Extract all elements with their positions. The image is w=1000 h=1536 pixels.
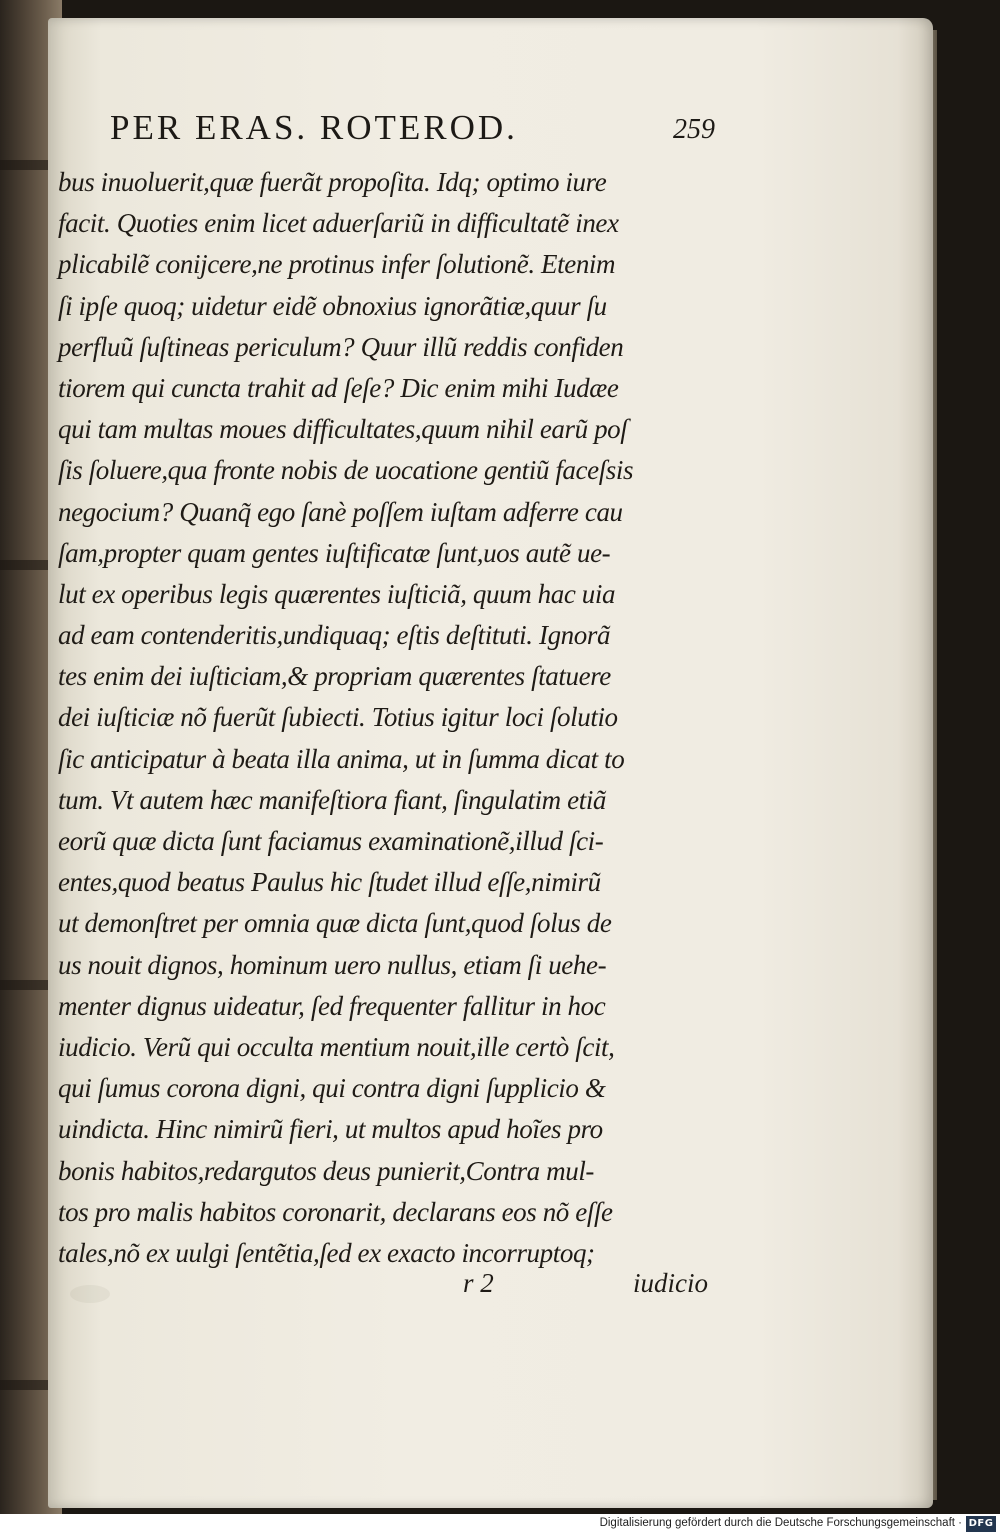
dfg-logo: DFG	[966, 1516, 996, 1532]
footer-bar	[0, 1514, 1000, 1536]
text-line: ſam,propter quam gentes iuſtificatæ ſunt,uos autẽ ue-	[58, 537, 611, 568]
text-line: lut ex operibus legis quærentes iuſticiã, quum hac uia	[58, 578, 616, 609]
text-line: ut demonſtret per omnia quæ dicta ſunt,quod ſolus de	[58, 908, 612, 939]
text-line: uindicta. Hinc nimirũ fieri, ut multos apud hoĩes pro	[58, 1114, 603, 1145]
funding-credit: Digitalisierung gefördert durch die Deutsche Forschungsgemeinschaft ·	[599, 1517, 962, 1529]
running-head: PER ERAS. ROTEROD.	[110, 108, 518, 147]
body-text	[58, 162, 708, 1274]
text-line: eorũ quæ dicta ſunt faciamus examinationẽ,illud ſci-	[58, 826, 604, 856]
folio-number: 259	[673, 114, 715, 145]
text-line: tiorem qui cuncta trahit ad ſeſe? Dic enim mihi Iudæe	[58, 372, 619, 403]
text-line: tum. Vt autem hæc manifeſtiora fiant, ſingulatim etiã	[58, 784, 607, 815]
text-line: bus inuoluerit,quæ fuerãt propoſita. Idq; optimo iure	[58, 167, 607, 197]
text-line: qui ſumus corona digni, qui contra digni ſupplicio &	[58, 1073, 606, 1104]
text-line: ſic anticipatur à beata illa anima, ut in ſumma dicat to	[58, 743, 625, 774]
text-line: facit. Quoties enim licet aduerſariũ in difficultatẽ inex	[58, 208, 619, 239]
text-line: negocium? Quanq̃ ego ſanè poſſem iuſtam adferre cau	[58, 496, 623, 527]
page-header	[60, 94, 715, 154]
text-line: qui tam multas moues difficultates,quum nihil earũ poſ	[58, 414, 628, 445]
catchword: iudicio	[633, 1268, 708, 1298]
text-line: ſis ſoluere,qua fronte nobis de uocatione gentiũ facеſsis	[58, 455, 634, 486]
text-line: bonis habitos,redargutos deus punierit,Contra mul-	[58, 1155, 595, 1186]
text-line: ſi ipſe quoq; uidetur eidẽ obnoxius ignorãtiæ,quur ſu	[58, 290, 607, 321]
signature-mark: r 2	[463, 1268, 494, 1298]
text-line: entes,quod beatus Paulus hic ſtudet illud eſſe,nimirũ	[58, 867, 601, 898]
text-line: tes enim dei iuſticiam,& propriam quærentes ſtatuere	[58, 661, 611, 692]
text-line: us nouit dignos, hominum uero nullus, etiam ſi uehe-	[58, 949, 607, 980]
text-line: tos pro malis habitos coronarit, declarans eos nõ eſſe	[58, 1196, 613, 1227]
text-line: tales,nõ ex uulgi ſentẽtia,ſed ex exacto incorruptoq;	[58, 1237, 595, 1268]
text-line: ad eam contenderitis,undiquaq; eſtis deſtituti. Ignorã	[58, 620, 611, 651]
text-line: menter dignus uideatur, ſed frequenter fallitur in hoc	[58, 990, 606, 1021]
text-line: iudicio. Verũ qui occulta mentium nouit,ille certò ſcit,	[58, 1031, 615, 1062]
text-line: dei iuſticiæ nõ fuerũt ſubiecti. Totius igitur loci ſolutio	[58, 702, 618, 733]
text-line: perfluũ ſuſtineas periculum? Quur illũ reddis confiden	[58, 331, 624, 362]
text-line: plicabilẽ conijcere,ne protinus infer ſolutionẽ. Etenim	[58, 249, 616, 280]
catch-line	[58, 1268, 708, 1312]
